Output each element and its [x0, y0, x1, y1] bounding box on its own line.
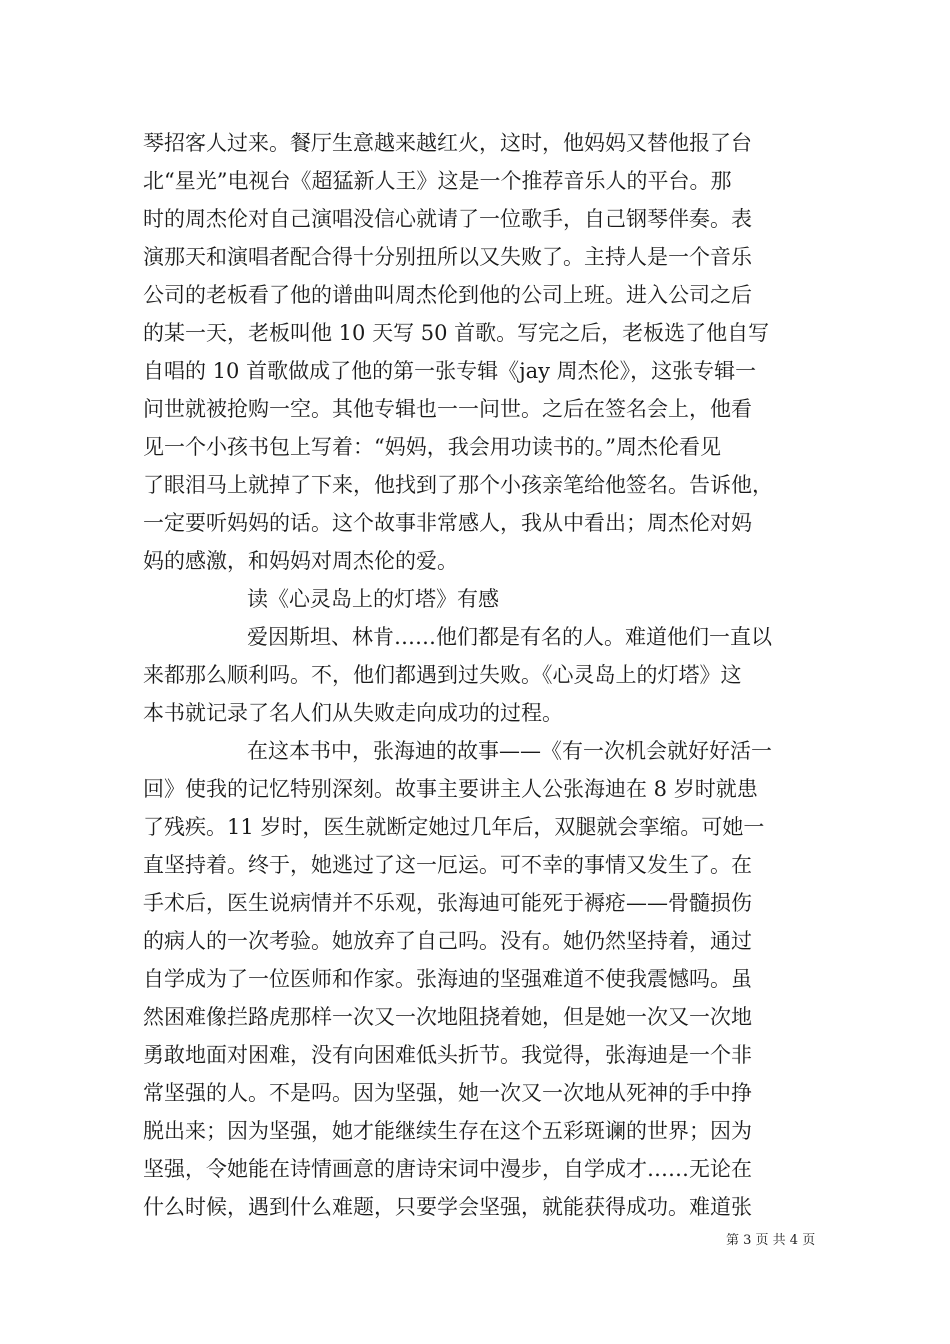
text-line: 什么时候，遇到什么难题，只要学会坚强，就能获得成功。难道张 — [143, 1195, 752, 1219]
section-title: 读《心灵岛上的灯塔》有感 — [247, 587, 499, 611]
text-line: 然困难像拦路虎那样一次又一次地阻挠着她，但是她一次又一次地 — [143, 1005, 752, 1029]
text-line: 时的周杰伦对自己演唱没信心就请了一位歌手，自己钢琴伴奏。表 — [143, 207, 752, 231]
text-line: 一定要听妈妈的话。这个故事非常感人，我从中看出；周杰伦对妈 — [143, 511, 752, 535]
text-line: 来都那么顺利吗。不，他们都遇到过失败。《心灵岛上的灯塔》这 — [143, 663, 742, 687]
text-line: 直坚持着。终于，她逃过了这一厄运。可不幸的事情又发生了。在 — [143, 853, 752, 877]
text-line: 勇敢地面对困难，没有向困难低头折节。我觉得，张海迪是一个非 — [143, 1043, 752, 1067]
text-line: 脱出来；因为坚强，她才能继续生存在这个五彩斑谰的世界；因为 — [143, 1119, 752, 1143]
text-line: 的病人的一次考验。她放弃了自己吗。没有。她仍然坚持着，通过 — [143, 929, 752, 953]
text-line: 本书就记录了名人们从失败走向成功的过程。 — [143, 701, 563, 725]
text-line: 的某一天，老板叫他 10 天写 50 首歌。写完之后，老板选了他自写 — [143, 321, 770, 345]
text-line: 常坚强的人。不是吗。因为坚强，她一次又一次地从死神的手中挣 — [143, 1081, 752, 1105]
text-line: 了残疾。11 岁时，医生就断定她过几年后，双腿就会挛缩。可她一 — [143, 815, 765, 839]
text-line: 北“星光”电视台《超猛新人王》这是一个推荐音乐人的平台。那 — [143, 169, 732, 193]
text-line: 爱因斯坦、林肯……他们都是有名的人。难道他们一直以 — [247, 625, 772, 649]
text-line: 问世就被抢购一空。其他专辑也一一问世。之后在签名会上，他看 — [143, 397, 752, 421]
text-line: 在这本书中，张海迪的故事——《有一次机会就好好活一 — [247, 739, 772, 763]
text-line: 琴招客人过来。餐厅生意越来越红火，这时，他妈妈又替他报了台 — [143, 131, 752, 155]
text-line: 演那天和演唱者配合得十分别扭所以又失败了。主持人是一个音乐 — [143, 245, 752, 269]
text-line: 妈的感激，和妈妈对周杰伦的爱。 — [143, 549, 458, 573]
text-line: 了眼泪马上就掉了下来，他找到了那个小孩亲笔给他签名。告诉他， — [143, 473, 773, 497]
text-line: 自唱的 10 首歌做成了他的第一张专辑《jay 周杰伦》，这张专辑一 — [143, 359, 757, 383]
text-line: 公司的老板看了他的谱曲叫周杰伦到他的公司上班。进入公司之后 — [143, 283, 752, 307]
page-number-footer: 第 3 页 共 4 页 — [726, 1233, 816, 1248]
text-line: 见一个小孩书包上写着：“妈妈，我会用功读书的。”周杰伦看见 — [143, 435, 721, 459]
text-line: 手术后，医生说病情并不乐观，张海迪可能死于褥疮——骨髓损伤 — [143, 891, 752, 915]
text-line: 回》使我的记忆特别深刻。故事主要讲主人公张海迪在 8 岁时就患 — [143, 777, 758, 801]
text-line: 自学成为了一位医师和作家。张海迪的坚强难道不使我震憾吗。虽 — [143, 967, 752, 991]
text-line: 坚强，令她能在诗情画意的唐诗宋词中漫步，自学成才……无论在 — [143, 1157, 752, 1181]
